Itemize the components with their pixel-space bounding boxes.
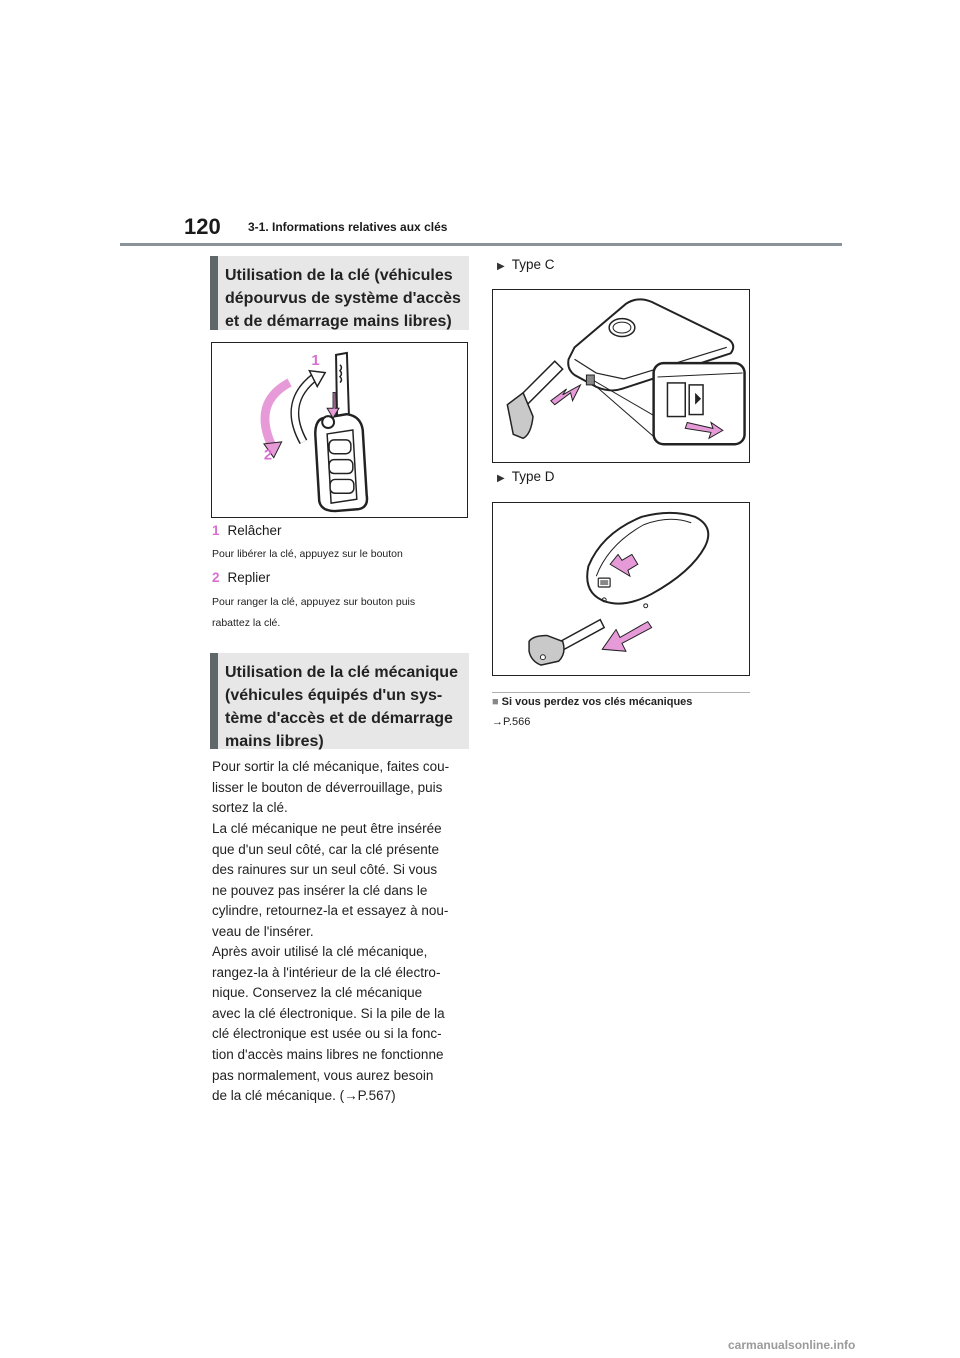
note-title-text: Si vous perdez vos clés mécaniques — [501, 696, 693, 708]
heading-line: (véhicules équipés d'un sys- — [225, 687, 443, 704]
step-fold — [212, 570, 270, 585]
paragraph-line: nique. Conservez la clé mécanique — [212, 985, 423, 1001]
paragraph-line: lisser le bouton de déverrouillage, puis — [212, 779, 443, 795]
step-desc-line: rabattez la clé. — [212, 617, 281, 629]
note-page-ref[interactable]: →P.566 — [492, 716, 531, 728]
square-bullet-icon: ■ — [492, 696, 499, 708]
note-title — [492, 696, 692, 708]
flip-key-illustration — [212, 343, 467, 517]
paragraph-line: sortez la clé. — [212, 800, 288, 816]
step-number: 2 — [212, 570, 220, 585]
type-d-key-illustration — [493, 503, 749, 675]
note-rule — [492, 692, 750, 693]
figure-type-c — [492, 289, 750, 463]
footer-watermark: carmanualsonline.info — [728, 1338, 856, 1352]
page-number: 120 — [184, 214, 221, 239]
figure-flip-key — [211, 342, 468, 518]
paragraph-take-out-key — [212, 757, 474, 819]
triangle-bullet-icon: ▶ — [497, 261, 505, 272]
figure-type-d — [492, 502, 750, 676]
step-label: Relâcher — [227, 523, 282, 538]
type-c-text: Type C — [511, 257, 555, 272]
type-c-key-illustration — [493, 290, 749, 462]
paragraph-line: que d'un seul côté, car la clé présente — [212, 841, 439, 857]
paragraph-line: Après avoir utilisé la clé mécanique, — [212, 944, 428, 959]
paragraph-line: avec la clé électronique. Si la pile de la — [212, 1005, 445, 1021]
paragraph-line: ne pouvez pas insérer la clé dans le — [212, 882, 428, 898]
heading-line: mains libres) — [225, 733, 324, 750]
paragraph-line: des rainures sur un seul côté. Si vous — [212, 862, 438, 878]
paragraph-line: de la clé mécanique. (→P.567) — [212, 1088, 396, 1104]
step-release — [212, 523, 282, 538]
type-c-label — [497, 257, 554, 272]
heading-line: et de démarrage mains libres) — [225, 313, 452, 330]
triangle-bullet-icon: ▶ — [497, 473, 505, 484]
paragraph-line: Pour sortir la clé mécanique, faites cou- — [212, 759, 450, 774]
paragraph-line: tion d'accès mains libres ne fonctionne — [212, 1046, 444, 1062]
step-number: 1 — [212, 523, 220, 538]
step-desc-line: Pour ranger la clé, appuyez sur bouton puis — [212, 596, 416, 608]
heading-line: dépourvus de système d'accès — [225, 290, 461, 307]
heading-line: Utilisation de la clé (véhicules — [225, 267, 453, 284]
type-d-label — [497, 469, 554, 484]
heading-line: tème d'accès et de démarrage — [225, 710, 453, 727]
header-rule — [120, 243, 842, 246]
paragraph-line: pas normalement, vous aurez besoin — [212, 1067, 434, 1083]
heading-line: Utilisation de la clé mécanique — [225, 664, 458, 681]
section-header: 3-1. Informations relatives aux clés — [248, 220, 448, 234]
step-release-desc — [212, 544, 474, 565]
paragraph-line: rangez-la à l'intérieur de la clé électro- — [212, 964, 441, 980]
paragraph-line: veau de l'insérer. — [212, 923, 314, 939]
paragraph-line: clé électronique est usée ou si la fonc- — [212, 1026, 442, 1042]
paragraph-line: cylindre, retournez-la et essayez à nou- — [212, 903, 449, 919]
step-fold-desc — [212, 592, 474, 634]
step-desc-line: Pour libérer la clé, appuyez sur le bouton — [212, 548, 403, 560]
type-d-text: Type D — [511, 469, 555, 484]
figure-label-1: 1 — [311, 352, 320, 369]
paragraph-line: La clé mécanique ne peut être insérée — [212, 821, 442, 836]
paragraph-insert-one-side — [212, 819, 474, 943]
heading-mechanical-key — [210, 653, 469, 749]
step-label: Replier — [227, 570, 271, 585]
figure-label-2: 2 — [263, 447, 273, 464]
paragraph-store-key — [212, 942, 474, 1107]
heading-key-use-no-smart-entry — [210, 256, 469, 330]
